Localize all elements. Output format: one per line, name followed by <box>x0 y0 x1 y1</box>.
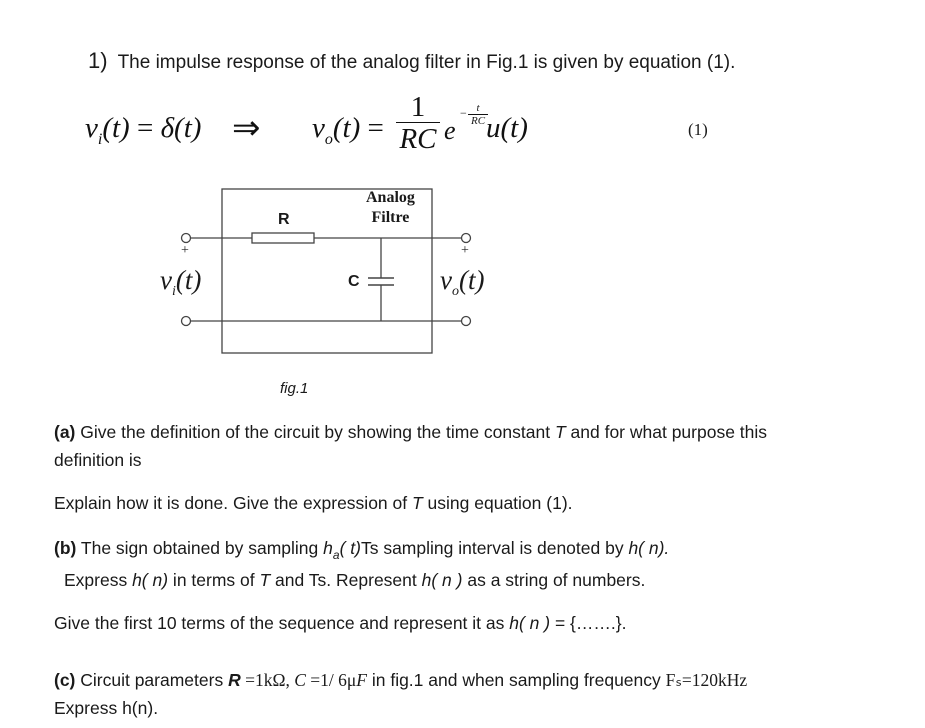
output-terminal-bottom <box>462 317 471 326</box>
filter-label: Analog Filtre <box>366 189 415 226</box>
input-voltage-label: $v_i(t)$ <box>160 265 202 299</box>
part-b-line-1: (b) The sign obtained by sampling $h_a$( t)Ts sampling interval is denoted by h( n). <box>54 538 670 562</box>
part-a-line-2: definition is <box>54 450 142 470</box>
input-terminal-bottom <box>182 317 191 326</box>
output-voltage-label: $v_o(t)$ <box>440 265 485 299</box>
question-text: The impulse response of the analog filter in Fig.1 is given by equation (1). <box>117 52 736 73</box>
part-a-line-3: Explain how it is done. Give the expression of T using equation (1). <box>54 493 573 513</box>
part-b-label: (b) <box>54 538 77 558</box>
implies-arrow: ⇒ <box>232 110 261 147</box>
exponent: t RC <box>460 103 488 127</box>
part-c-label: (c) <box>54 670 76 690</box>
output-plus-sign: + <box>461 243 469 258</box>
resistor <box>252 233 314 243</box>
part-c-line-1: (c) Circuit parameters R =1kΩ, C =1/ 6μF in fig.1 and when sampling frequency Fₛ=120kHz <box>54 670 748 690</box>
part-a-line-1: (a) Give the definition of the circuit by showing the time constant T and for what purpose this <box>54 422 768 442</box>
output-terminal-top <box>462 234 471 243</box>
input-plus-sign: + <box>181 243 189 258</box>
question-heading <box>88 48 735 74</box>
part-a-label: (a) <box>54 422 76 442</box>
part-c-line-2: Express h(n). <box>54 698 159 718</box>
equation-lhs: $v_i(t) = \delta(t)$ <box>85 112 202 148</box>
fraction-1-over-rc: $\frac{1}{RC}$ <box>396 92 440 155</box>
part-b-line-3: Give the first 10 terms of the sequence and represent it as h( n ) = {…….}. <box>54 613 627 633</box>
part-b-line-2: Express h( n) in terms of T and Ts. Represent h( n ) as a string of numbers. <box>64 570 646 590</box>
exponent-sign: − <box>460 106 467 120</box>
capacitor-label: C <box>348 273 360 290</box>
exp-base: e <box>444 116 456 145</box>
equation-rhs-lhs: $v_o(t)$ = <box>312 112 384 148</box>
circuit-figure <box>160 185 490 365</box>
figure-caption: fig.1 <box>280 380 309 397</box>
equation-number: (1) <box>688 120 708 139</box>
input-terminal-top <box>182 234 191 243</box>
question-number: 1) <box>88 48 108 73</box>
unit-step: u(t) <box>486 112 528 144</box>
resistor-label: R <box>278 211 290 228</box>
